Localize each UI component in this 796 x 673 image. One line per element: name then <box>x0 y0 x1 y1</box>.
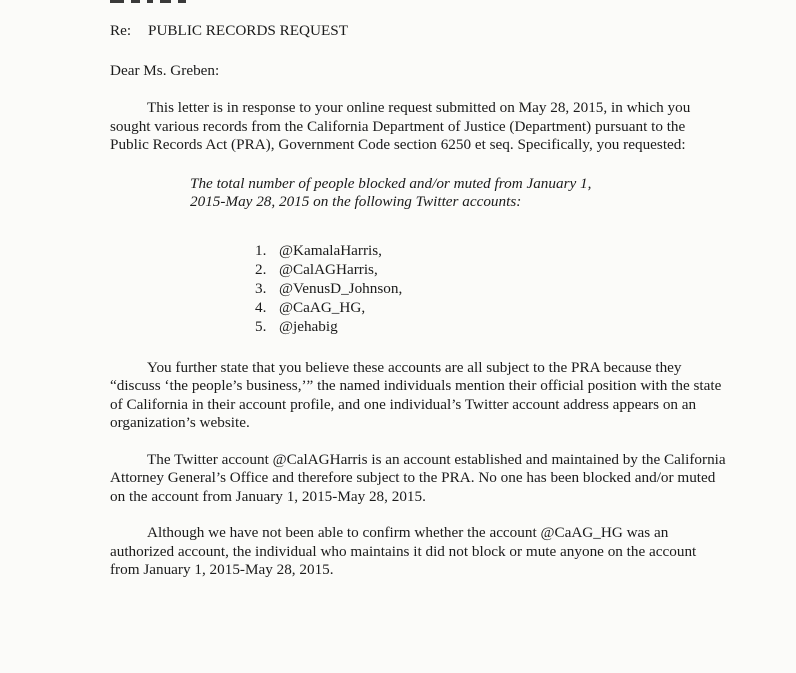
list-item-number: 1. <box>255 241 267 259</box>
twitter-handle: @CalAGHarris, <box>279 260 378 278</box>
list-item <box>255 279 726 298</box>
list-item-number: 3. <box>255 279 267 297</box>
paragraph-further-state: You further state that you believe these accounts are all subject to the PRA because they “discuss ‘the people’s business,’” the named individuals mention their official position with the state of California in their account profile, and one individual’s Twitter account address appears on an organization’s website. <box>110 358 722 431</box>
list-item <box>255 298 726 317</box>
twitter-handle: @CaAG_HG, <box>279 298 366 316</box>
request-quote-line-2: 2015-May 28, 2015 on the following Twitter accounts: <box>190 193 522 210</box>
twitter-handle: @KamalaHarris, <box>279 241 382 259</box>
re-line <box>110 22 726 41</box>
list-item <box>255 241 726 260</box>
twitter-handle: @jehabig <box>279 317 338 335</box>
request-quote <box>190 175 606 212</box>
list-item <box>255 317 726 336</box>
paragraph-intro: This letter is in response to your online request submitted on May 28, 2015, in which you sought various records from the California Department of Justice (Department) pursuant to the Public Records Act (PRA), Government Code section 6250 et seq. Specifically, you requested: <box>110 99 691 153</box>
paragraph-caag-hg: Although we have not been able to confirm whether the account @CaAG_HG was an authorized account, the individual who maintains it did not block or mute anyone on the account from January 1, 2015-May 28, 2015. <box>110 524 697 578</box>
list-item-number: 4. <box>255 298 267 316</box>
re-label: Re: <box>110 22 132 39</box>
list-item-number: 5. <box>255 317 267 335</box>
accounts-list <box>255 241 726 336</box>
request-quote-line-1: The total number of people blocked and/or muted from January 1, <box>190 174 592 192</box>
twitter-handle: @VenusD_Johnson, <box>279 279 403 297</box>
salutation: Dear Ms. Greben: <box>110 61 220 79</box>
list-item <box>255 260 726 279</box>
re-subject: PUBLIC RECORDS REQUEST <box>148 22 348 39</box>
list-item-number: 2. <box>255 260 267 278</box>
paragraph-calagharris: The Twitter account @CalAGHarris is an account established and maintained by the California Attorney General’s Office and therefore subject to the PRA. No one has been blocked and/or muted on the account from January 1, 2015-May 28, 2015. <box>110 450 726 505</box>
